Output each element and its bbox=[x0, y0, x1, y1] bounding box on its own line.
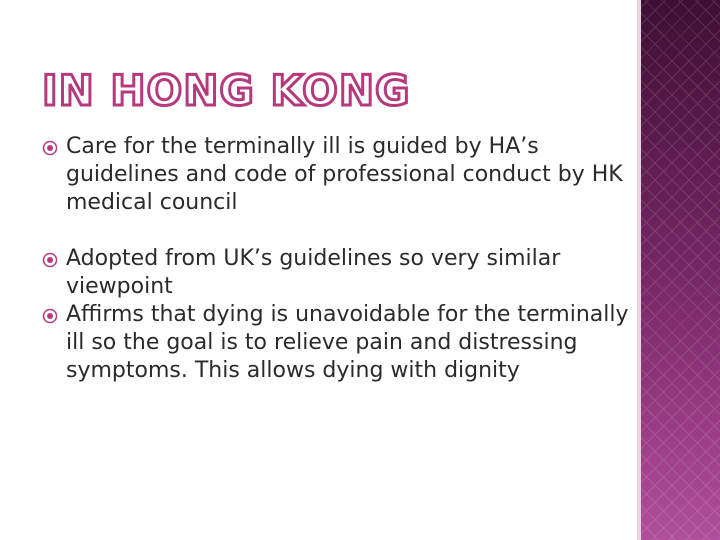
sidebar-pattern bbox=[641, 0, 720, 540]
bullet-item bbox=[42, 133, 632, 217]
circled-bullet-icon bbox=[42, 252, 58, 268]
bullet-text: Adopted from UK’s guidelines so very similar viewpoint bbox=[66, 246, 561, 299]
circled-bullet-icon bbox=[42, 140, 58, 156]
bullet-item bbox=[42, 301, 632, 385]
bullet-text: Affirms that dying is unavoidable for the terminally ill so the goal is to relieve pain and distressing symptoms. This allows dying with dignity bbox=[66, 302, 629, 383]
bullet-text: Care for the terminally ill is guided by HA’s guidelines and code of professional conduct by HK medical council bbox=[66, 134, 623, 215]
bullet-item bbox=[42, 245, 632, 301]
bullet-list bbox=[42, 133, 632, 385]
slide-title: IN HONG KONG bbox=[42, 66, 411, 115]
circled-bullet-icon bbox=[42, 308, 58, 324]
